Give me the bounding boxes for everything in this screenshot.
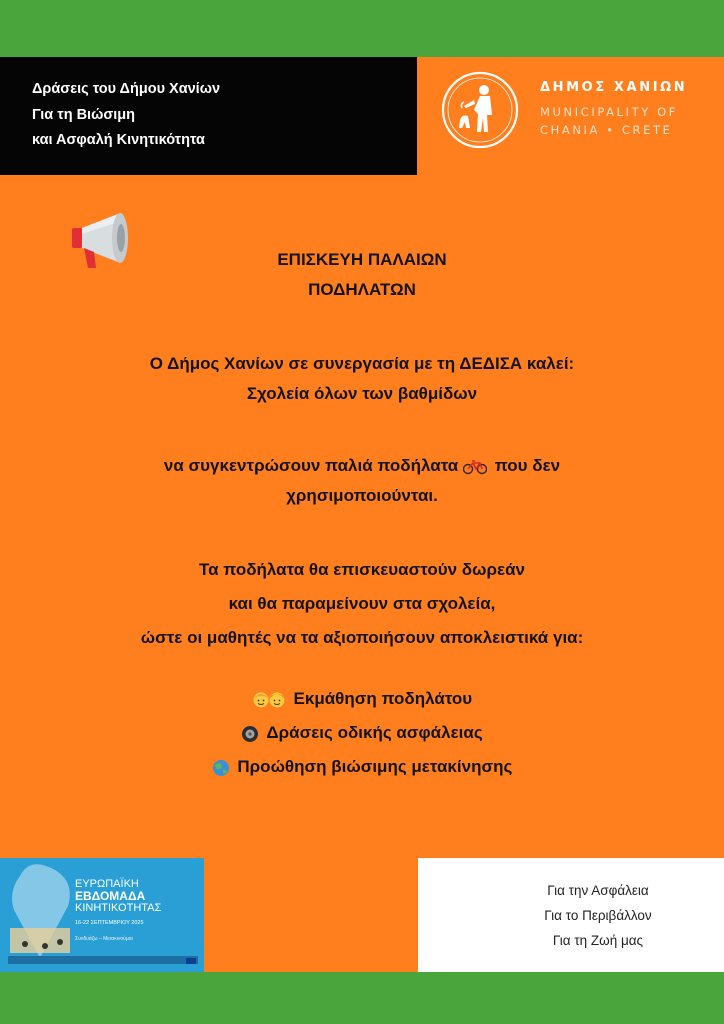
list-item	[0, 682, 724, 716]
mobility-week-title	[75, 878, 161, 914]
invitation-paragraph	[0, 349, 724, 409]
globe-icon	[212, 759, 230, 777]
list-item	[0, 750, 724, 784]
slogan-line-3: Για τη Ζωή μας	[552, 933, 644, 948]
header-line-1: Δράσεις του Δήμου Χανίων	[32, 81, 221, 97]
collection-paragraph	[0, 451, 724, 511]
slogan-box	[418, 858, 724, 972]
para2-line-1-end: που δεν	[494, 456, 561, 475]
logo-name: ΔΗΜΟΣ ΧΑΝΙΩΝ	[540, 80, 688, 95]
emw-line-2: ΕΒΔΟΜΑΔΑ	[75, 889, 146, 903]
para3-line-3: ώστε οι μαθητές να τα αξιοποιήσουν αποκλειστικά για:	[140, 628, 584, 647]
para1-line-1: Ο Δήμος Χανίων σε συνεργασία με τη ΔΕΔΙΣΑ καλεί:	[149, 354, 575, 373]
list-item-label: Εκμάθηση ποδηλάτου	[293, 689, 473, 708]
slogan-line-2: Για το Περιβάλλον	[544, 908, 652, 923]
mobility-week-graphic	[0, 858, 204, 972]
logo-line-2: MUNICIPALITY OF	[540, 105, 678, 119]
para3-line-2: και θα παραμείνουν στα σχολεία,	[228, 594, 496, 613]
slogan-line-1: Για την Ασφάλεια	[547, 883, 649, 898]
para3-line-1: Τα ποδήλατα θα επισκευαστούν δωρεάν	[199, 560, 525, 579]
tire-icon	[241, 725, 259, 743]
emw-line-3: ΚΙΝΗΤΙΚΟΤΗΤΑΣ	[75, 902, 162, 914]
title-line-2: ΠΟΔΗΛΑΤΩΝ	[308, 280, 416, 299]
header-line-3: και Ασφαλή Κινητικότητα	[32, 132, 205, 148]
bottom-green-band	[0, 972, 724, 1024]
para2-line-2: χρησιμοποιούνται.	[286, 486, 438, 505]
para2-line-1: να συγκεντρώσουν παλιά ποδήλατα	[163, 456, 459, 475]
goals-list	[0, 682, 724, 784]
logo-text	[540, 80, 687, 137]
repair-paragraph	[0, 553, 724, 655]
emw-line-1: ΕΥΡΩΠΑΪΚΗ	[75, 878, 139, 890]
list-item-label: Δράσεις οδικής ασφάλειας	[266, 723, 483, 742]
header-line-2: Για τη Βιώσιμη	[32, 106, 136, 123]
logo-line-3: CHANIA • CRETE	[540, 123, 673, 137]
children-icon	[252, 691, 286, 709]
mobility-week-banner	[0, 858, 204, 972]
emw-dates: 16-22 ΣΕΠΤΕΜΒΡΙΟΥ 2025	[75, 920, 144, 926]
top-green-band	[0, 0, 724, 57]
title-line-1: ΕΠΙΣΚΕΥΗ ΠΑΛΑΙΩΝ	[277, 250, 447, 269]
municipality-seal-icon	[440, 70, 520, 150]
poster-title	[0, 245, 724, 305]
emw-subtitle: Συνδυάζω – Μετακινούμαι	[75, 936, 133, 942]
bicycle-icon	[463, 459, 487, 475]
header-box	[0, 57, 417, 175]
list-item	[0, 716, 724, 750]
list-item-label: Προώθηση βιώσιμης μετακίνησης	[237, 757, 513, 776]
para1-line-2: Σχολεία όλων των βαθμίδων	[246, 384, 478, 403]
